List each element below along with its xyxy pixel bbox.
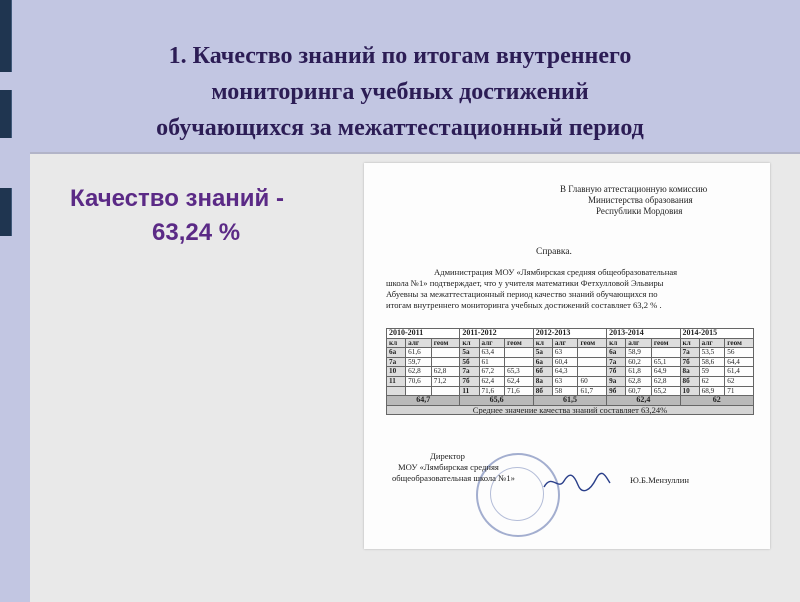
table-mean-row: [387, 405, 754, 415]
slide-title-line-1: 1. Качество знаний по итогам внутреннего: [168, 43, 632, 69]
column-subheader: алг: [479, 338, 505, 348]
table-cell: 62,8: [626, 376, 652, 386]
table-row: [387, 367, 754, 377]
table-row: [387, 348, 754, 358]
table-row: [387, 386, 754, 396]
table-cell: 58: [552, 386, 578, 396]
director-signature: [542, 471, 612, 493]
side-accent-bar-3: [0, 188, 12, 236]
average-cell: 62: [680, 396, 754, 406]
column-subheader: алг: [552, 338, 578, 348]
table-cell: 8б: [533, 386, 552, 396]
table-cell: [578, 348, 607, 358]
table-cell: 64,4: [725, 357, 754, 367]
table-cell: 5б: [460, 357, 479, 367]
slide-title: [40, 38, 760, 146]
quality-label: Качество знаний -: [70, 185, 284, 212]
average-cell: 61,5: [533, 396, 606, 406]
table-cell: 8б: [680, 376, 699, 386]
table-cell: 7а: [460, 367, 479, 377]
table-cell: 7а: [680, 348, 699, 358]
table-cell: 63: [552, 348, 578, 358]
quality-value: 63,24 %: [152, 219, 241, 246]
table-cell: [431, 386, 460, 396]
table-cell: 58,9: [626, 348, 652, 358]
table-cell: 7а: [387, 357, 406, 367]
table-year-row: [387, 329, 754, 339]
table-subheader-row: [387, 338, 754, 348]
side-accent-bar-1: [0, 0, 12, 72]
table-cell: 10: [387, 367, 406, 377]
table-cell: 8а: [533, 376, 552, 386]
addressee-line: В Главную аттестационную комиссию: [560, 184, 708, 194]
column-subheader: кл: [680, 338, 699, 348]
director-block: [392, 451, 515, 484]
director-line: общеобразовательная школа №1»: [392, 473, 515, 483]
results-table: [386, 328, 754, 415]
table-cell: 68,9: [699, 386, 725, 396]
column-subheader: алг: [699, 338, 725, 348]
table-cell: 65,3: [505, 367, 534, 377]
table-cell: 71: [725, 386, 754, 396]
table-cell: 8а: [680, 367, 699, 377]
director-line: Директор: [430, 451, 465, 461]
addressee-line: Республики Мордовия: [596, 206, 683, 216]
column-subheader: геом: [431, 338, 460, 348]
table-cell: 62: [725, 376, 754, 386]
table-cell: [406, 386, 432, 396]
column-subheader: геом: [725, 338, 754, 348]
year-header: 2010-2011: [387, 329, 460, 339]
paragraph-line: школа №1» подтверждает, что у учителя математики Фетхулловой Эльвиры: [386, 278, 664, 288]
document-heading: Справка.: [536, 247, 572, 257]
table-cell: 60,4: [552, 357, 578, 367]
table-cell: 9а: [607, 376, 626, 386]
certificate-document: [364, 163, 770, 549]
paragraph-line: итогам внутреннего мониторинга учебных достижений составляет 63,2 % .: [386, 300, 662, 310]
table-cell: 60,7: [626, 386, 652, 396]
table-cell: 6а: [607, 348, 626, 358]
table-cell: 61,7: [578, 386, 607, 396]
average-cell: 64,7: [387, 396, 460, 406]
table-cell: 5а: [460, 348, 479, 358]
table-cell: 65,2: [651, 386, 680, 396]
paragraph-line: Администрация МОУ «Лямбирская средняя общеобразовательная: [434, 267, 678, 277]
table-cell: 71,6: [479, 386, 505, 396]
table-cell: 61,6: [406, 348, 432, 358]
table-cell: 65,1: [651, 357, 680, 367]
average-cell: 62,4: [607, 396, 680, 406]
table-cell: 62,4: [479, 376, 505, 386]
table-cell: 6б: [533, 367, 552, 377]
column-subheader: алг: [406, 338, 432, 348]
paragraph-line: Абуевны за межаттестационный период качество знаний обучающихся по: [386, 289, 658, 299]
table-cell: [431, 348, 460, 358]
table-cell: 61: [479, 357, 505, 367]
table-cell: 62,8: [431, 367, 460, 377]
table-cell: 62: [699, 376, 725, 386]
table-cell: 7б: [680, 357, 699, 367]
table-cell: 58,6: [699, 357, 725, 367]
addressee-line: Министерства образования: [588, 195, 693, 205]
column-subheader: геом: [578, 338, 607, 348]
column-subheader: алг: [626, 338, 652, 348]
table-cell: [505, 357, 534, 367]
column-subheader: кл: [460, 338, 479, 348]
slide-title-line-3: обучающихся за межаттестационный период: [156, 115, 644, 141]
table-cell: 11: [387, 376, 406, 386]
table-cell: [578, 367, 607, 377]
table-cell: [578, 357, 607, 367]
column-subheader: геом: [651, 338, 680, 348]
table-cell: [431, 357, 460, 367]
table-cell: 7б: [460, 376, 479, 386]
table-cell: 61,4: [725, 367, 754, 377]
table-cell: 64,3: [552, 367, 578, 377]
year-header: 2014-2015: [680, 329, 754, 339]
column-subheader: геом: [505, 338, 534, 348]
table-cell: 62,8: [651, 376, 680, 386]
table-cell: 60,2: [626, 357, 652, 367]
quality-summary: [70, 182, 284, 250]
table-cell: 7б: [607, 367, 626, 377]
column-subheader: кл: [533, 338, 552, 348]
table-cell: 62,4: [505, 376, 534, 386]
table-cell: 60: [578, 376, 607, 386]
slide-title-line-2: мониторинга учебных достижений: [211, 79, 589, 105]
table-average-row: [387, 396, 754, 406]
table-cell: [505, 348, 534, 358]
table-cell: 6а: [387, 348, 406, 358]
table-cell: 10: [680, 386, 699, 396]
table-row: [387, 376, 754, 386]
side-accent-bar-2: [0, 90, 12, 138]
table-cell: 9б: [607, 386, 626, 396]
table-cell: 63: [552, 376, 578, 386]
table-cell: 11: [460, 386, 479, 396]
table-cell: 70,6: [406, 376, 432, 386]
table-cell: 71,2: [431, 376, 460, 386]
average-cell: 65,6: [460, 396, 533, 406]
table-cell: 63,4: [479, 348, 505, 358]
table-cell: 67,2: [479, 367, 505, 377]
table-cell: 56: [725, 348, 754, 358]
table-cell: 59,7: [406, 357, 432, 367]
year-header: 2011-2012: [460, 329, 533, 339]
mean-text: Среднее значение качества знаний составляет 63,24%: [387, 405, 754, 415]
table-cell: 61,8: [626, 367, 652, 377]
table-cell: [651, 348, 680, 358]
table-cell: 62,8: [406, 367, 432, 377]
table-cell: 5а: [533, 348, 552, 358]
signer-name: Ю.Б.Мензуллин: [630, 475, 689, 485]
document-paragraph: [386, 267, 748, 311]
year-header: 2013-2014: [607, 329, 680, 339]
year-header: 2012-2013: [533, 329, 606, 339]
document-addressee: [560, 184, 707, 217]
table-cell: 71,6: [505, 386, 534, 396]
table-cell: 7а: [607, 357, 626, 367]
table-cell: 59: [699, 367, 725, 377]
column-subheader: кл: [387, 338, 406, 348]
column-subheader: кл: [607, 338, 626, 348]
table-cell: 6а: [533, 357, 552, 367]
table-cell: [387, 386, 406, 396]
director-line: МОУ «Лямбирская средняя: [398, 462, 499, 472]
table-row: [387, 357, 754, 367]
table-cell: 53,5: [699, 348, 725, 358]
table-cell: 64,9: [651, 367, 680, 377]
